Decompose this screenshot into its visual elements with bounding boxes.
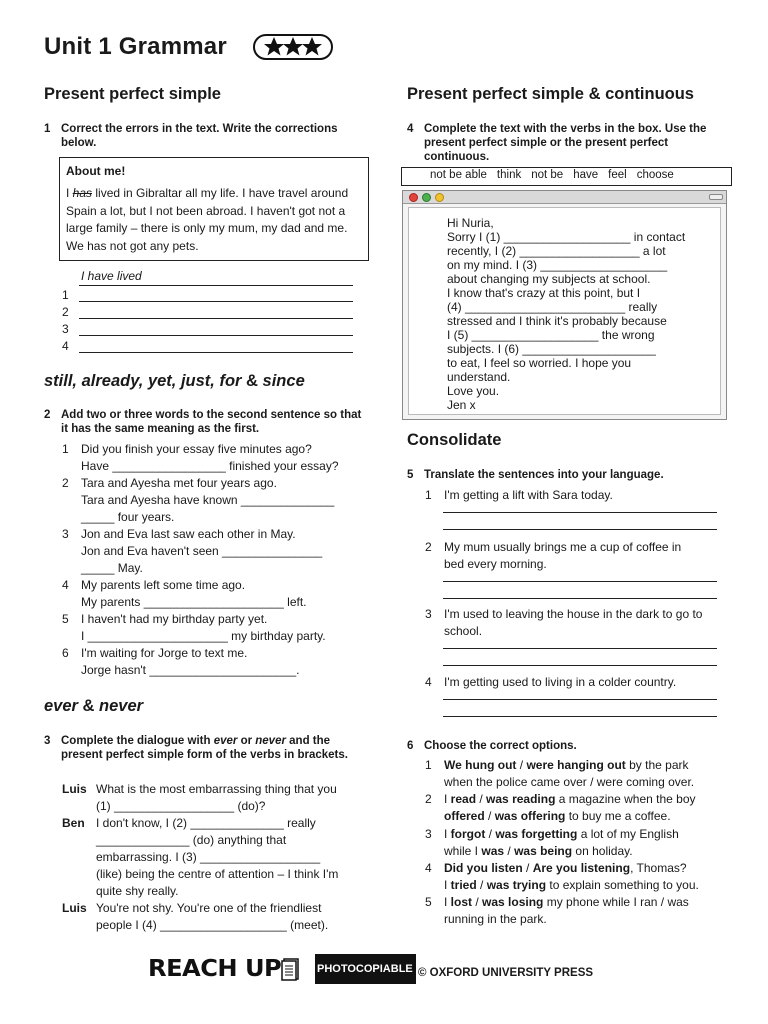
message-window [402,190,727,420]
sentence-fragment: I [444,895,451,910]
sentence-text-cont: bed every morning. [444,557,547,571]
option-choice[interactable]: were hanging out [526,758,626,772]
speaker-name: Ben [62,816,85,830]
answer-sentence: Tara and Ayesha have known ______________ [81,493,335,507]
verb-option: choose [636,169,674,181]
verb-option: have [573,169,599,181]
photocopiable-badge: PHOTOCOPIABLE [315,954,416,984]
dialogue-line: (like) being the centre of attention – I think I'm [96,867,339,881]
sentence-fragment: a lot of my English [577,826,679,841]
minimize-dot-icon[interactable] [435,193,444,202]
dialogue-line: embarrassing. I (3) __________________ [96,850,321,864]
section-title-present-perfect: Present perfect simple [44,85,221,103]
item-number: 4 [425,675,432,689]
option-sentence [444,808,671,825]
sentence-fragment: I [444,826,451,841]
option-sentence [444,826,679,843]
section-title-consolidate: Consolidate [407,431,502,449]
item-number: 4 [62,578,69,592]
option-sentence [444,860,687,877]
answer-line[interactable] [79,285,353,286]
translation-line[interactable] [443,512,717,513]
item-number: 1 [62,442,69,456]
letter-line: understand. [447,370,511,384]
option-choice[interactable]: was reading [486,792,556,807]
dialogue-line: I don't know, I (2) ______________ really [96,816,316,830]
letter-line: stressed and I think it's probably because [447,314,667,328]
copyright-text: © OXFORD UNIVERSITY PRESS [418,967,594,979]
exercise-2-instruction: 2 Add two or three words to the second sentence so that it has the same meaning as the first. [44,409,362,435]
about-me-box [59,157,369,261]
option-choice[interactable]: We hung out [444,758,517,772]
sentence-fragment: to buy me a coffee. [565,809,671,824]
exercise-1-instruction: 1 Correct the errors in the text. Write the corrections below. [44,123,338,149]
item-number: 2 [425,540,432,554]
translation-line[interactable] [443,665,717,666]
exercise-5-instruction: 5 Translate the sentences into your language. [407,469,664,481]
section-title-ever-never: ever & never [44,697,144,715]
translation-line[interactable] [443,581,717,582]
option-sentence [444,911,547,928]
letter-line: Sorry I (1) ___________________ in contact [447,230,686,244]
translation-line[interactable] [443,529,717,530]
item-number: 2 [62,305,69,319]
sentence-fragment: I [444,877,451,892]
answer-sentence: I _____________________ my birthday party. [81,629,326,643]
sentence-fragment: / [476,877,487,892]
section-title-simple-continuous: Present perfect simple & continuous [407,85,694,103]
sentence-text-cont: school. [444,624,483,638]
verb-box [401,167,732,186]
option-choice[interactable]: was forgetting [495,826,578,841]
option-sentence [444,894,689,911]
section-title-still-already: still, already, yet, just, for & since [44,372,305,390]
page-title: Unit 1 Grammar [44,33,227,60]
option-sentence [444,791,696,808]
item-number: 1 [62,288,69,302]
exercise-3-instruction: 3 Complete the dialogue with ever or never and the present perfect simple form of the verbs in brackets. [44,735,348,761]
window-titlebar [403,191,726,204]
sentence-fragment: by the park [625,758,689,772]
about-me-title: About me! [66,164,126,178]
sentence-text: My mum usually brings me a cup of coffee in [444,540,682,554]
sentence-fragment: / [522,860,533,875]
sentence-text: I'm getting used to living in a colder country. [444,675,677,689]
answer-line-3[interactable] [79,335,353,336]
option-choice[interactable]: tried [450,877,477,892]
answer-sentence: Jon and Eva haven't seen _______________ [81,544,323,558]
question-text: My parents left some time ago. [81,578,246,592]
translation-line[interactable] [443,716,717,717]
close-dot-icon[interactable] [409,193,418,202]
sentence-fragment: / [484,809,495,824]
item-number: 2 [425,792,432,807]
reach-up-logo-text: REACH UP [148,956,282,982]
dialogue-line: You're not shy. You're one of the friendliest [96,901,322,915]
item-number: 3 [425,607,432,621]
option-choice[interactable]: was offering [494,809,566,824]
exercise-4-instruction: 4 Complete the text with the verbs in the box. Use the present perfect simple or the present perfect continuous. [407,123,707,163]
letter-line: on my mind. I (3) ___________________ [447,258,668,272]
sentence-fragment: to explain something to you. [546,877,699,892]
letter-line: (4) ________________________ really [447,300,658,314]
answer-sentence-cont: _____ four years. [81,510,175,524]
dialogue-line: What is the most embarrassing thing that you [96,782,337,796]
difficulty-stars-icon [253,34,333,60]
dialogue-line: quite shy really. [96,884,179,898]
option-choice[interactable]: was [481,843,505,858]
item-number: 2 [62,476,69,490]
option-choice[interactable]: offered [444,809,485,824]
letter-line: Love you. [447,384,500,398]
option-sentence [444,774,694,791]
letter-line: subjects. I (6) ____________________ [447,342,656,356]
answer-sentence: My parents _____________________ left. [81,595,307,609]
sentence-fragment: a magazine when the boy [555,792,696,807]
maximize-dot-icon[interactable] [422,193,431,202]
sentence-fragment: my phone while I ran / was [543,895,689,910]
option-choice[interactable]: forgot [450,826,486,841]
item-number: 3 [425,826,432,841]
example-answer: I have lived [81,269,142,283]
option-choice[interactable]: was losing [482,895,544,910]
sentence-fragment: / [476,792,487,807]
sentence-fragment: / [485,826,496,841]
item-number: 5 [425,895,432,910]
question-text: Tara and Ayesha met four years ago. [81,476,277,490]
option-sentence [444,877,699,894]
item-number: 1 [425,488,432,502]
translation-line[interactable] [443,648,717,649]
sentence-fragment: , Thomas? [630,860,687,875]
sentence-fragment: running in the park. [444,912,547,927]
letter-line: recently, I (2) __________________ a lot [447,244,666,258]
translation-line[interactable] [443,699,717,700]
sentence-fragment: / [504,843,515,858]
exercise-6-instruction: 6 Choose the correct options. [407,740,577,752]
sentence-fragment: while I [444,843,482,858]
window-scroll-icon [709,194,723,200]
answer-sentence: Jorge hasn't ______________________. [81,663,300,677]
option-choice[interactable]: lost [450,895,473,910]
question-text: Jon and Eva last saw each other in May. [81,527,296,541]
letter-line: I know that's crazy at this point, but I [447,286,641,300]
dialogue-line: people I (4) ___________________ (meet). [96,918,329,932]
letter-line: Hi Nuria, [447,216,494,230]
answer-line-2[interactable] [79,318,353,319]
item-number: 3 [62,322,69,336]
answer-sentence: Have _________________ finished your essay? [81,459,339,473]
option-sentence [444,757,689,774]
letter-line: to eat, I feel so worried. I hope you [447,356,632,370]
book-icon [281,957,301,981]
option-sentence [444,843,633,860]
answer-line-4[interactable] [79,352,353,353]
sentence-text: I'm getting a lift with Sara today. [444,488,613,502]
sentence-fragment: / [472,895,483,910]
item-number: 5 [62,612,69,626]
sentence-fragment: when the police came over / were coming over. [444,775,695,789]
option-choice[interactable]: Did you listen [444,860,523,875]
letter-line: I (5) ___________________ the wrong [447,328,655,342]
letter-line: about changing my subjects at school. [447,272,651,286]
sentence-fragment: on holiday. [572,843,633,858]
letter-text [447,216,685,412]
option-choice[interactable]: was trying [486,877,547,892]
verb-option: think [496,169,522,181]
question-text: I'm waiting for Jorge to text me. [81,646,248,660]
item-number: 1 [425,758,432,772]
sentence-text: I'm used to leaving the house in the dark to go to [444,607,703,621]
item-number: 4 [62,339,69,353]
question-text: Did you finish your essay five minutes ago? [81,442,312,456]
dialogue-line: (1) __________________ (do)? [96,799,266,813]
translation-line[interactable] [443,598,717,599]
letter-line: Jen x [447,398,476,412]
option-choice[interactable]: Are you listening [532,860,631,875]
option-choice[interactable]: read [450,792,477,807]
verb-option: feel [608,169,627,181]
sentence-fragment: I [444,792,451,807]
item-number: 4 [425,860,432,875]
answer-line-1[interactable] [79,301,353,302]
dialogue-line: ______________ (do) anything that [96,833,287,847]
speaker-name: Luis [62,901,87,915]
item-number: 3 [62,527,69,541]
question-text: I haven't had my birthday party yet. [81,612,268,626]
speaker-name: Luis [62,782,87,796]
option-choice[interactable]: was being [514,843,573,858]
verb-option: not be able [430,169,487,181]
sentence-fragment: / [516,758,527,772]
answer-sentence-cont: _____ May. [81,561,143,575]
about-me-text: I has lived in Gibraltar all my life. I have travel around Spain a lot, but I not been abroad. I haven't got not a large family – there is only my mum, my dad and me. We has not got any pets. [66,186,349,253]
verb-option: not be [531,169,564,181]
item-number: 6 [62,646,69,660]
reach-up-logo [148,955,301,983]
message-pane [408,207,721,415]
